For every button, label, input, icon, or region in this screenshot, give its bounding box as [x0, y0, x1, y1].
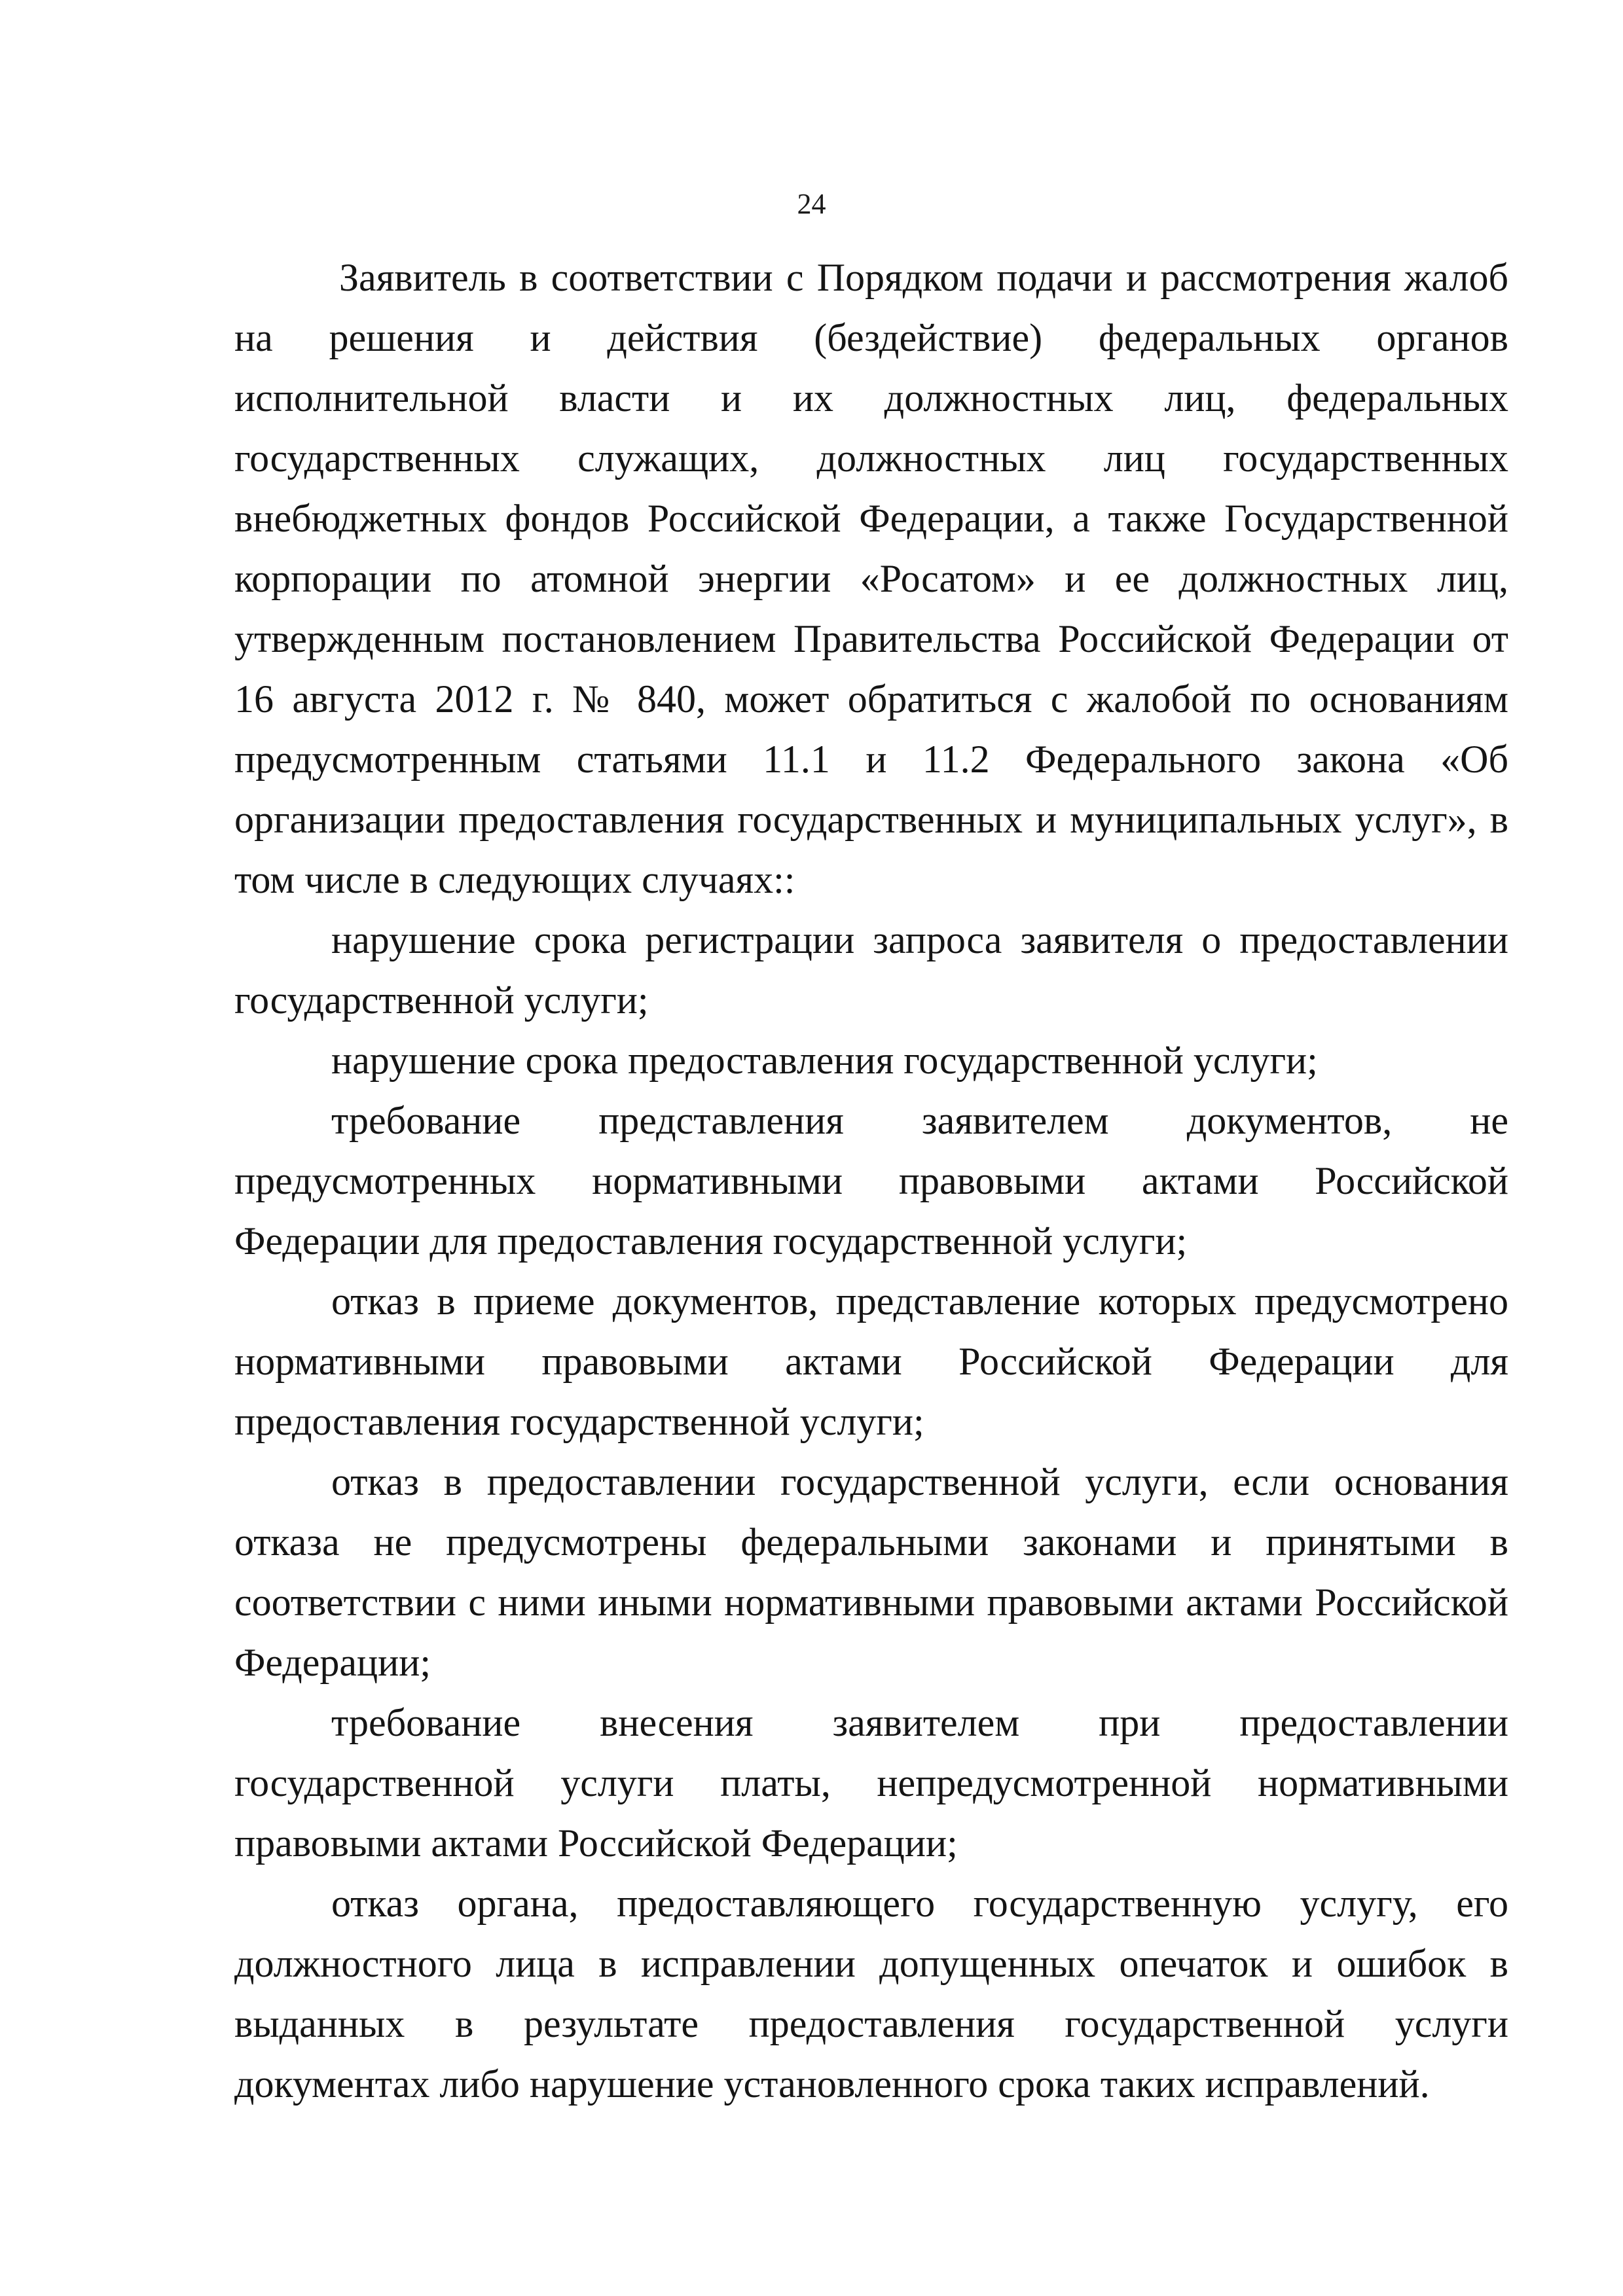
paragraph-case-correction-refusal: отказ органа, предоставляющего государственную услугу, его должностного лица в исправлении допущенных опечаток и ошибок в выданных в результате предоставления государственной услуги документах либо нарушение установленного срока таких исправлений.: [234, 1882, 1508, 2106]
page-number: 24: [797, 188, 826, 220]
paragraph-case-service-term-violation: нарушение срока предоставления государственной услуги;: [331, 1039, 1318, 1082]
document-body: [234, 247, 1508, 2114]
paragraph-case-registration-violation: нарушение срока регистрации запроса заявителя о предоставлении государственной услуги;: [234, 918, 1508, 1022]
paragraph-case-fee-requirement: требование внесения заявителем при предоставлении государственной услуги платы, непредусмотренной нормативными правовыми актами Российской Федерации;: [234, 1701, 1508, 1865]
paragraph-complaint-right: Заявитель в соответствии с Порядком подачи и рассмотрения жалоб на решения и действия (бездействие) федеральных органов исполнительной власти и их должностных лиц, федеральных государственных служащих, должностных лиц государственных внебюджетных фондов Российской Федерации, а также Государственной корпорации по атомной энергии «Росатом» и ее должностных лиц, утвержденным постановлением Правительства Российской Федерации от 16 августа 2012 г. № 840, может обратиться с жалобой по основаниям предусмотренным статьями 11.1 и 11.2 Федерального закона «Об организации предоставления государственных и муниципальных услуг», в том числе в следующих случаях::: [234, 256, 1508, 901]
paragraph-case-service-refusal: отказ в предоставлении государственной услуги, если основания отказа не предусмотрены федеральными законами и принятыми в соответствии с ними иными нормативными правовыми актами Российской Федерации;: [234, 1460, 1508, 1684]
paragraph-case-document-refusal: отказ в приеме документов, представление которых предусмотрено нормативными правовыми актами Российской Федерации для предоставления государственной услуги;: [234, 1280, 1508, 1443]
paragraph-case-extra-documents: требование представления заявителем документов, не предусмотренных нормативными правовыми актами Российской Федерации для предоставления государственной услуги;: [234, 1099, 1508, 1263]
